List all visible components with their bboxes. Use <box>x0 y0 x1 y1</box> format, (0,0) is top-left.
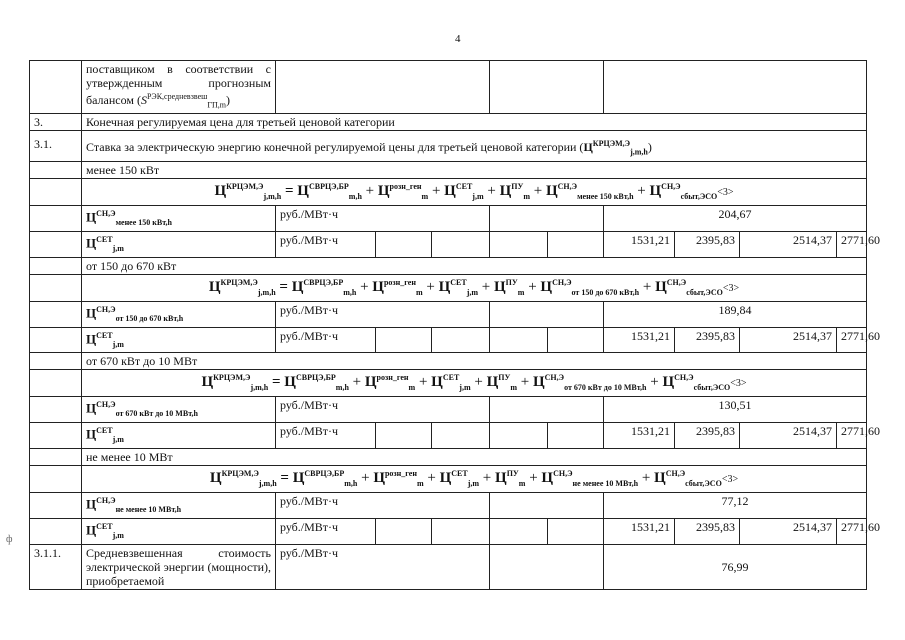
unit-cell: руб./МВт·ч <box>276 545 490 590</box>
set-value-sn2: 2514,37 <box>740 423 837 449</box>
formula: $Ц^{КРЦЭМ,Э}_{j,m,h} = Ц^{СВРЦЭ,БР}_{m,h} + Ц^{розн\_ген}_m + Ц^{СЕТ}_{j,m} + Ц^{ПУ}_m + Ц^{СН,Э}_{не менее 10 МВт,h} + Ц^{СН,Э}_{сбыт,ЭСО}<3>$ <box>82 466 867 493</box>
set-value-sn2: 2514,37 <box>740 231 837 257</box>
unit-cell: руб./МВт·ч <box>276 519 376 545</box>
group-label: от 150 до 670 кВт <box>82 257 867 274</box>
formula: $Ц^{КРЦЭМ,Э}_{j,m,h} = Ц^{СВРЦЭ,БР}_{m,h} + Ц^{розн\_ген}_m + Ц^{СЕТ}_{j,m} + Ц^{ПУ}_m + Ц^{СН,Э}_{от 150 до 670 кВт,h} + Ц^{СН,Э}_{сбыт,ЭСО}<3>$ <box>82 274 867 301</box>
set-value-nn: 2771,60 <box>837 231 867 257</box>
section-number: 3. <box>30 114 82 131</box>
formula: $Ц^{КРЦЭМ,Э}_{j,m,h} = Ц^{СВРЦЭ,БР}_{m,h} + Ц^{розн\_ген}_m + Ц^{СЕТ}_{j,m} + Ц^{ПУ}_m + Ц^{СН,Э}_{от 670 кВт до 10 МВт,h} + Ц^{СН,Э}_{сбыт,ЭСО}<3>$ <box>82 370 867 397</box>
set-rate-row <box>30 423 867 449</box>
sn-value: 77,12 <box>604 493 867 519</box>
set-value-sn1: 2395,83 <box>675 231 740 257</box>
sn-symbol: $Ц^{СН,Э}_{менее 150 кВт,h}$ <box>82 205 276 231</box>
unit-cell: руб./МВт·ч <box>276 301 490 327</box>
sn-value: 130,51 <box>604 397 867 423</box>
set-value-sn1: 2395,83 <box>675 519 740 545</box>
group-header-row <box>30 353 867 370</box>
unit-cell: руб./МВт·ч <box>276 231 376 257</box>
set-value-vn: 1531,21 <box>604 519 675 545</box>
tariff-table <box>29 60 880 590</box>
set-value-nn: 2771,60 <box>837 423 867 449</box>
group-header-row <box>30 257 867 274</box>
formula-row <box>30 370 867 397</box>
intro-text-cell: поставщиком в соответствии с утвержденным прогнозным балансом $(S^{РЭК,средневзвеш}_{ГП,m})$ <box>82 61 276 114</box>
section-3-row <box>30 114 867 131</box>
unit-cell: руб./МВт·ч <box>276 397 490 423</box>
sn-rate-row <box>30 493 867 519</box>
section-title: Конечная регулируемая цена для третьей ценовой категории <box>82 114 867 131</box>
page-number: 4 <box>455 33 461 45</box>
voltage-groups <box>30 161 880 544</box>
sn-rate-row <box>30 301 867 327</box>
sn-value: 189,84 <box>604 301 867 327</box>
unit-cell: руб./МВт·ч <box>276 327 376 353</box>
set-symbol: $Ц^{СЕТ}_{j,m}$ <box>82 231 276 257</box>
set-value-nn: 2771,60 <box>837 519 867 545</box>
formula: $Ц^{КРЦЭМ,Э}_{j,m,h} = Ц^{СВРЦЭ,БР}_{m,h} + Ц^{розн\_ген}_m + Ц^{СЕТ}_{j,m} + Ц^{ПУ}_m + Ц^{СН,Э}_{менее 150 кВт,h} + Ц^{СН,Э}_{сбыт,ЭСО}<3>$ <box>82 178 867 205</box>
margin-mark: ф <box>6 534 13 545</box>
set-rate-row <box>30 231 867 257</box>
group-label: от 670 кВт до 10 МВт <box>82 353 867 370</box>
set-value-sn1: 2395,83 <box>675 423 740 449</box>
set-value-nn: 2771,60 <box>837 327 867 353</box>
sn-rate-row <box>30 205 867 231</box>
group-header-row <box>30 161 867 178</box>
value-cell: 76,99 <box>604 545 867 590</box>
unit-cell: руб./МВт·ч <box>276 205 490 231</box>
sn-symbol: $Ц^{СН,Э}_{от 670 кВт до 10 МВт,h}$ <box>82 397 276 423</box>
set-value-sn2: 2514,37 <box>740 519 837 545</box>
sn-value: 204,67 <box>604 205 867 231</box>
unit-cell: руб./МВт·ч <box>276 493 490 519</box>
formula-row <box>30 466 867 493</box>
sn-rate-row <box>30 397 867 423</box>
set-value-sn2: 2514,37 <box>740 327 837 353</box>
unit-cell: руб./МВт·ч <box>276 423 376 449</box>
formula-row <box>30 274 867 301</box>
group-header-row <box>30 449 867 466</box>
set-symbol: $Ц^{СЕТ}_{j,m}$ <box>82 423 276 449</box>
set-value-vn: 1531,21 <box>604 423 675 449</box>
set-rate-row <box>30 519 867 545</box>
section-3-1-1-row <box>30 545 867 590</box>
formula-row <box>30 178 867 205</box>
intro-row <box>30 61 867 114</box>
group-label: менее 150 кВт <box>82 161 867 178</box>
set-rate-row <box>30 327 867 353</box>
set-symbol: $Ц^{СЕТ}_{j,m}$ <box>82 519 276 545</box>
section-number: 3.1.1. <box>30 545 82 590</box>
set-value-sn1: 2395,83 <box>675 327 740 353</box>
section-number: 3.1. <box>30 131 82 161</box>
group-label: не менее 10 МВт <box>82 449 867 466</box>
section-text: Средневзвешенная стоимость электрической энергии (мощности), приобретаемой <box>82 545 276 590</box>
sn-symbol: $Ц^{СН,Э}_{не менее 10 МВт,h}$ <box>82 493 276 519</box>
set-value-vn: 1531,21 <box>604 231 675 257</box>
set-symbol: $Ц^{СЕТ}_{j,m}$ <box>82 327 276 353</box>
section-title: Ставка за электрическую энергию конечной регулируемой цены для третьей ценовой категории $(Ц^{КРЦЭМ,Э}_{j,m,h})$ <box>82 131 867 161</box>
sn-symbol: $Ц^{СН,Э}_{от 150 до 670 кВт,h}$ <box>82 301 276 327</box>
section-3-1-row <box>30 131 867 161</box>
set-value-vn: 1531,21 <box>604 327 675 353</box>
